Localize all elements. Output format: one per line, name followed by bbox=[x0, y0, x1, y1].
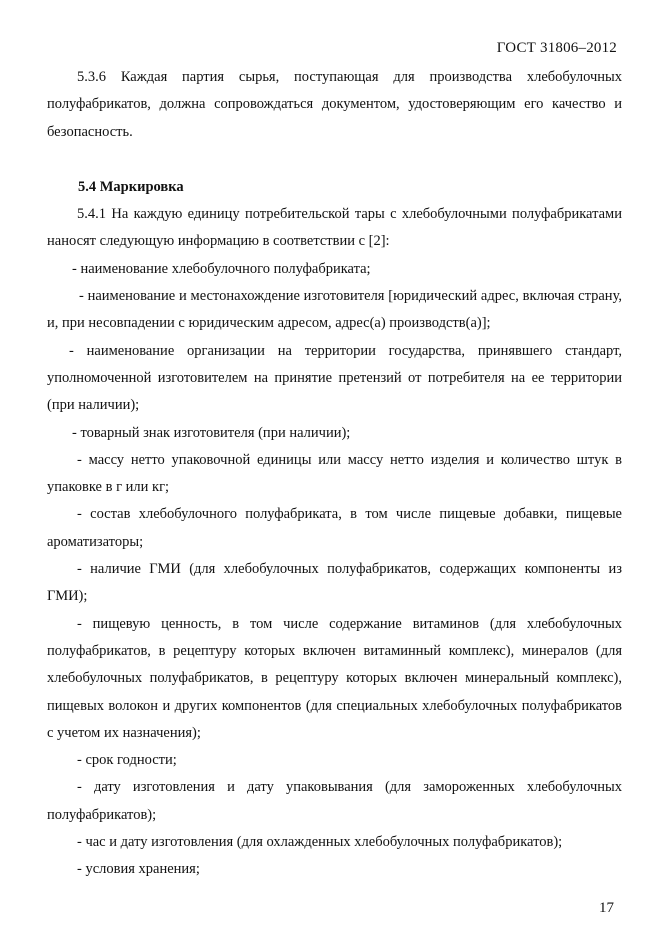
standard-code: ГОСТ 31806–2012 bbox=[496, 40, 617, 56]
page-number: 17 bbox=[599, 900, 614, 916]
list-item: - час и дату изготовления (для охлажденных хлебобулочных полуфабрикатов); bbox=[77, 834, 563, 851]
document-body bbox=[47, 64, 622, 884]
list-item: - массу нетто упаковочной единицы или массу нетто изделия и количество штук в упаковке в г или кг; bbox=[47, 451, 622, 496]
list-item: - пищевую ценность, в том числе содержание витаминов (для хлебобулочных полуфабрикатов, в рецептуру которых включен витаминный комплекс), минералов (для хлебобулочных полуфабрикатов, в рецептуру которых включен минеральный комплекс), пищевых волокон и других компонентов (для специальных хлебобулочных полуфабрикатов с учетом их назначения); bbox=[47, 615, 622, 741]
list-item: - товарный знак изготовителя (при наличии); bbox=[72, 424, 351, 441]
list-item: - условия хранения; bbox=[77, 861, 200, 878]
list-item: - наименование хлебобулочного полуфабриката; bbox=[72, 260, 371, 277]
list-item: - наименование организации на территории государства, принявшего стандарт, уполномоченной изготовителем на принятие претензий от потребителя на ее территории (при наличии); bbox=[47, 342, 622, 414]
section-heading: 5.4 Маркировка bbox=[78, 178, 184, 195]
clause-5-4-1-intro: 5.4.1 На каждую единицу потребительской тары с хлебобулочными полуфабрикатами наносят следующую информацию в соответствии с [2]: bbox=[47, 206, 622, 250]
list-item: - состав хлебобулочного полуфабриката, в том числе пищевые добавки, пищевые ароматизаторы; bbox=[47, 506, 622, 550]
clause-5-3-6: 5.3.6 Каждая партия сырья, поступающая для производства хлебобулочных полуфабрикатов, должна сопровождаться документом, удостоверяющим его качество и безопасность. bbox=[47, 69, 622, 140]
list-item: - дату изготовления и дату упаковывания (для замороженных хлебобулочных полуфабрикатов); bbox=[47, 779, 622, 823]
list-item: - наименование и местонахождение изготовителя [юридический адрес, включая страну, и, при несовпадении с юридическим адресом, адрес(а) производств(а)]; bbox=[47, 288, 622, 332]
list-item: - наличие ГМИ (для хлебобулочных полуфабрикатов, содержащих компоненты из ГМИ); bbox=[47, 561, 622, 605]
list-item: - срок годности; bbox=[77, 752, 177, 769]
